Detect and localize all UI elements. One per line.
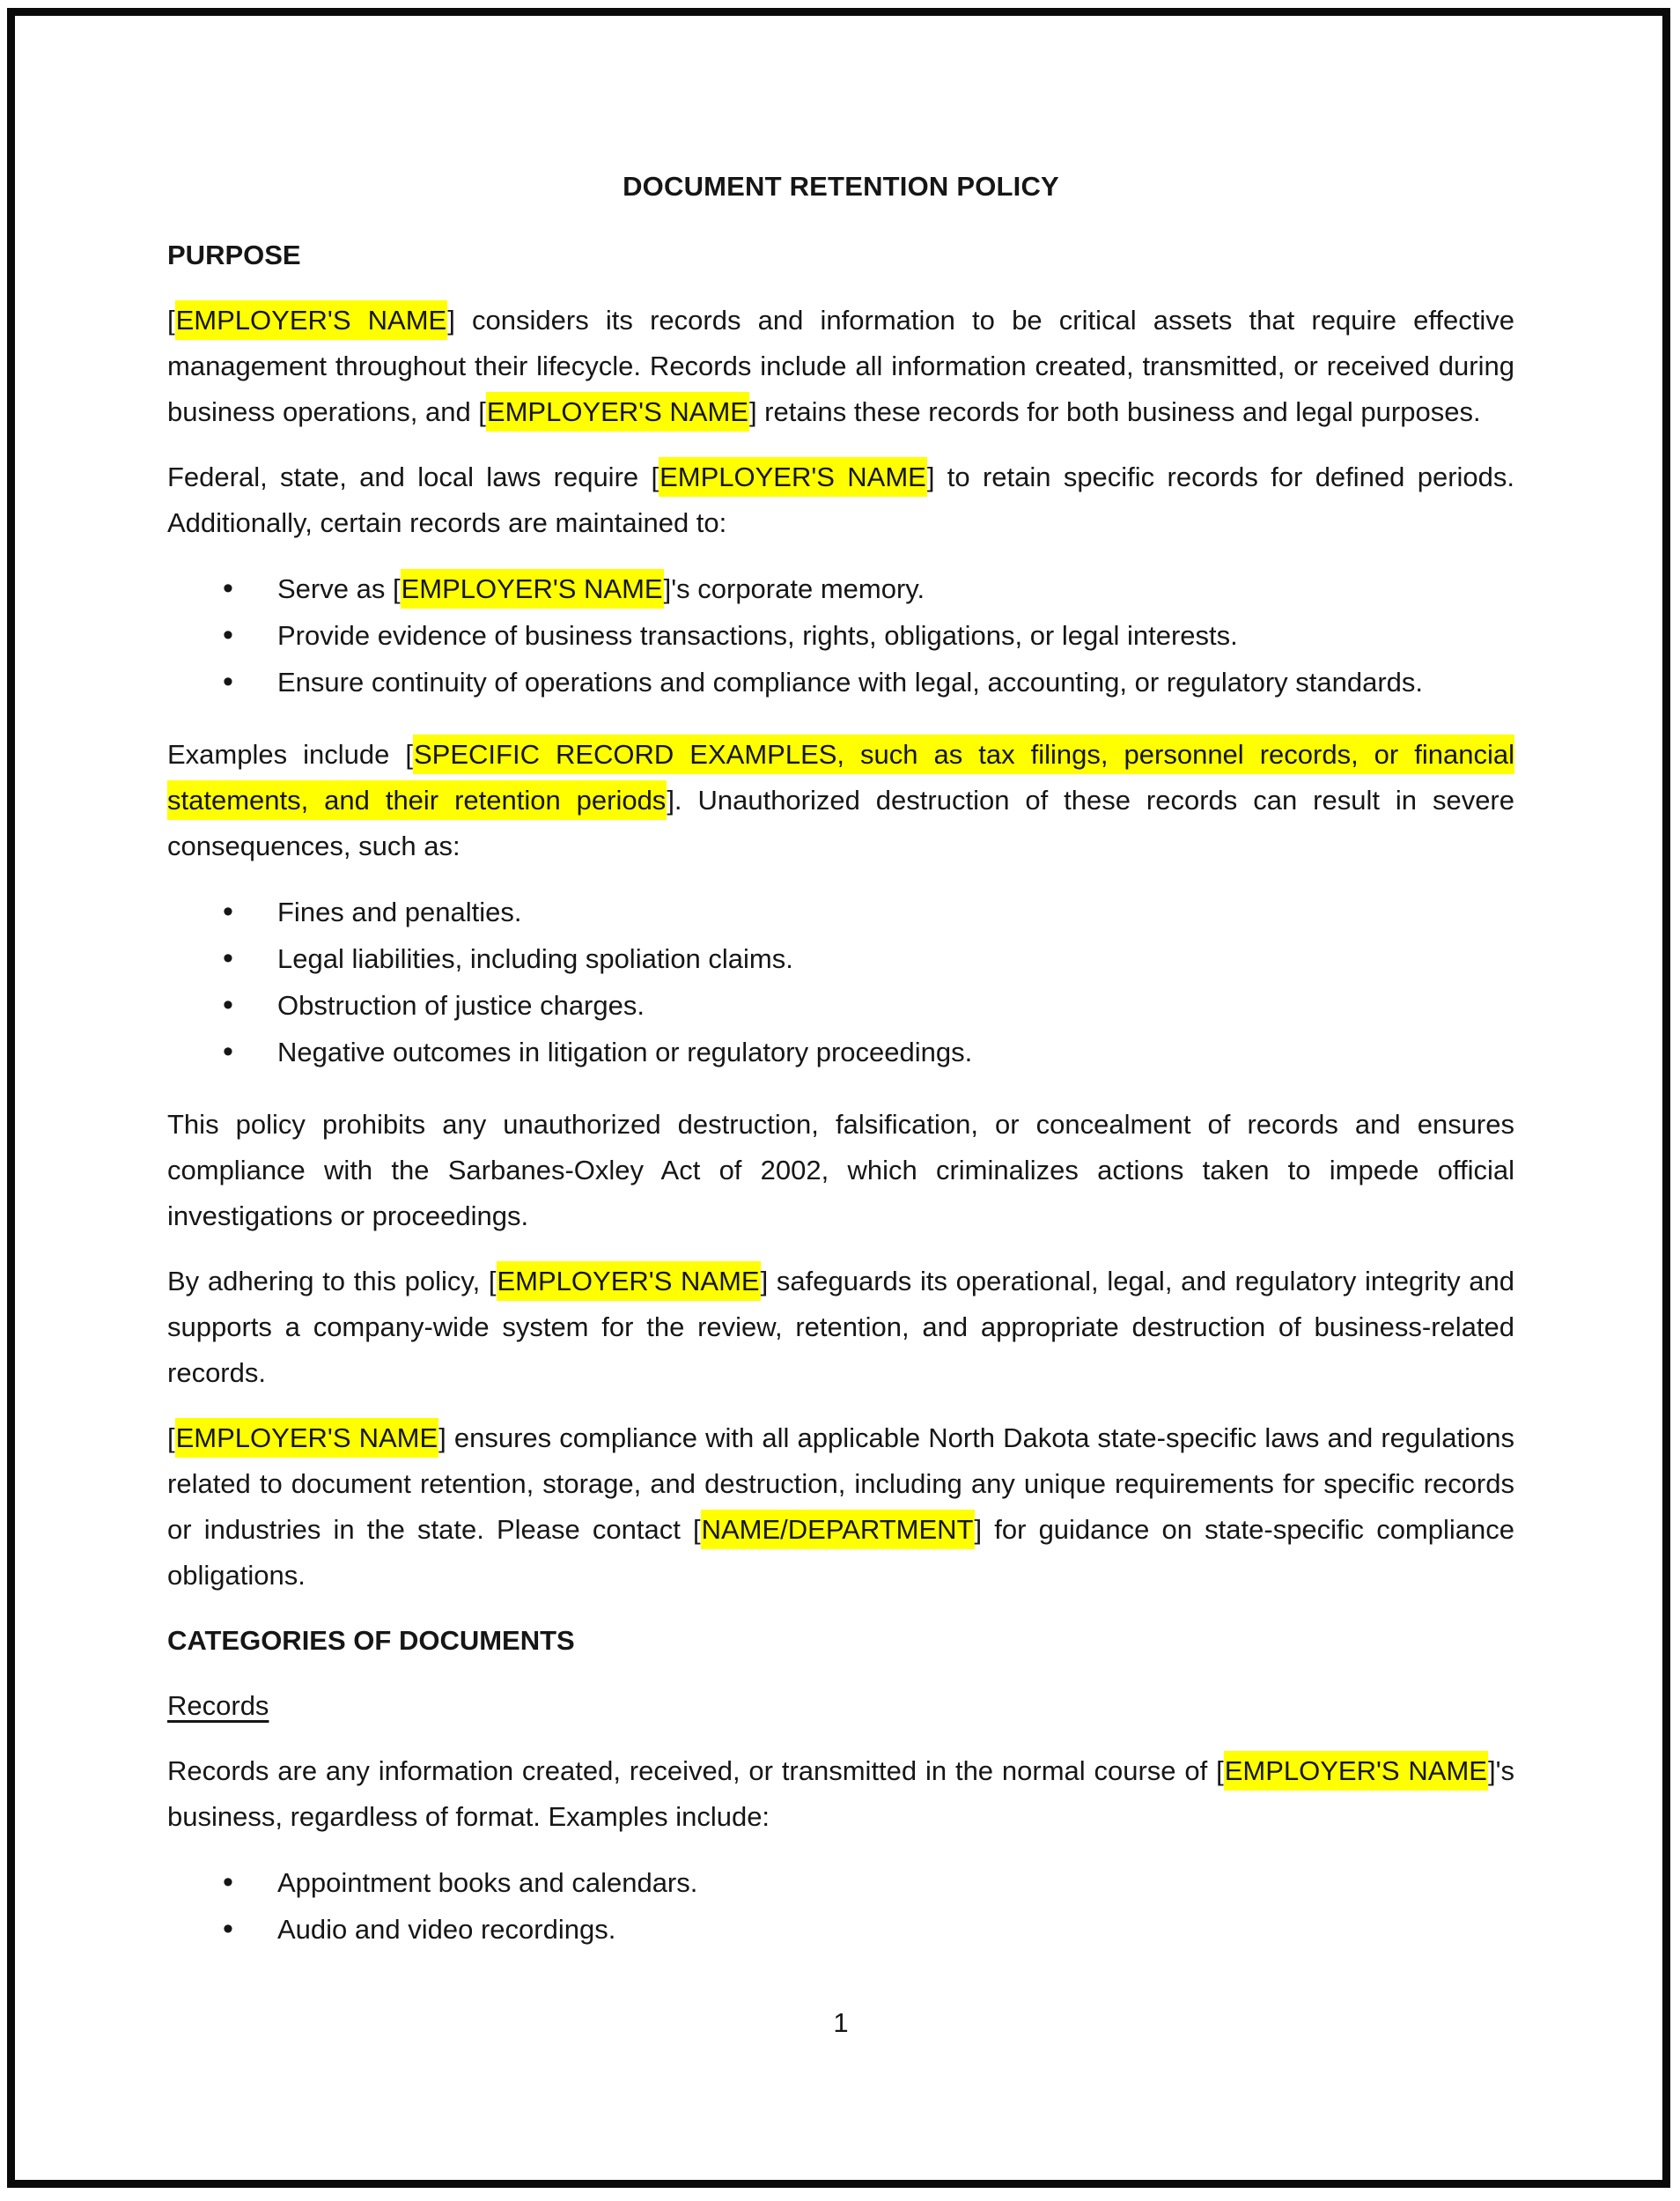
list-item bbox=[167, 982, 1514, 1029]
page-content bbox=[167, 164, 1514, 2046]
text-segment: By adhering to this policy, [ bbox=[167, 1266, 497, 1296]
list-item bbox=[167, 935, 1514, 982]
text-segment: Appointment books and calendars. bbox=[277, 1867, 698, 1898]
text-segment: Records are any information created, received, or transmitted in the normal course of [ bbox=[167, 1755, 1224, 1786]
paragraph-laws bbox=[167, 454, 1514, 546]
section-heading-categories: CATEGORIES OF DOCUMENTS bbox=[167, 1625, 575, 1656]
list-item bbox=[167, 659, 1514, 705]
subheading-records bbox=[167, 1683, 1514, 1729]
text-segment: ] safeguards its operational, legal, and regulatory integrity and supports a company-wide system for the review, retention, and appropriate destruction of business-related records. bbox=[167, 1266, 1514, 1388]
list-record-examples bbox=[167, 1859, 1514, 1953]
highlighted-placeholder: EMPLOYER'S NAME bbox=[175, 1418, 439, 1458]
text-segment: Fines and penalties. bbox=[277, 897, 522, 927]
text-segment: ] to retain specific records for defined periods. Additionally, certain records are maintained to: bbox=[167, 462, 1515, 538]
text-segment: ] ensures compliance with all applicable North Dakota state-specific laws and regulations related to document retention, storage, and destruction, including any unique requirements for specific records or industries in the state. Please contact [ bbox=[167, 1422, 1514, 1545]
page-number: 1 bbox=[833, 2007, 849, 2038]
text-segment: Obstruction of justice charges. bbox=[277, 990, 645, 1021]
text-segment: Ensure continuity of operations and compliance with legal, accounting, or regulatory standards. bbox=[277, 667, 1424, 698]
highlighted-placeholder: EMPLOYER'S NAME bbox=[659, 457, 927, 497]
text-segment: ]'s corporate memory. bbox=[663, 573, 925, 604]
highlighted-placeholder: EMPLOYER'S NAME bbox=[497, 1261, 761, 1301]
text-segment: Provide evidence of business transactions, rights, obligations, or legal interests. bbox=[277, 620, 1238, 651]
text-segment: ]'s business, regardless of format. Examples include: bbox=[167, 1755, 1514, 1832]
text-segment: Audio and video recordings. bbox=[277, 1914, 616, 1945]
text-segment: ] considers its records and information to be critical assets that require effective management throughout their lifecycle. Records include all information created, transmitted, or received during business operations, and [ bbox=[167, 305, 1514, 427]
text-segment: This policy prohibits any unauthorized destruction, falsification, or concealment of records and ensures compliance with the Sarbanes-Oxley Act of 2002, which criminalizes actions taken to impede official investigations or proceedings. bbox=[167, 1109, 1514, 1231]
list-item bbox=[167, 1906, 1514, 1953]
text-segment: Legal liabilities, including spoliation claims. bbox=[277, 943, 793, 974]
highlighted-placeholder: EMPLOYER'S NAME bbox=[175, 300, 448, 340]
paragraph-examples bbox=[167, 732, 1514, 869]
list-item bbox=[167, 612, 1514, 659]
list-item bbox=[167, 565, 1514, 612]
text-segment: ]. Unauthorized destruction of these records can result in severe consequences, such as: bbox=[167, 785, 1514, 861]
highlighted-placeholder: EMPLOYER'S NAME bbox=[401, 569, 664, 609]
text-segment: Federal, state, and local laws require [ bbox=[167, 462, 659, 492]
text-segment: [ bbox=[167, 305, 175, 336]
paragraph-prohibition bbox=[167, 1102, 1514, 1239]
text-segment: Serve as [ bbox=[277, 573, 401, 604]
highlighted-placeholder: EMPLOYER'S NAME bbox=[486, 392, 749, 432]
list-item bbox=[167, 1029, 1514, 1075]
paragraph-intro bbox=[167, 298, 1514, 435]
highlighted-placeholder: SPECIFIC RECORD EXAMPLES, such as tax filings, personnel records, or financial statements, and their retention periods bbox=[167, 735, 1514, 820]
text-segment: ] for guidance on state-specific compliance obligations. bbox=[167, 1514, 1514, 1591]
list-consequences bbox=[167, 889, 1514, 1075]
text-segment: [ bbox=[167, 1422, 175, 1453]
list-maintained-to bbox=[167, 565, 1514, 705]
highlighted-placeholder: EMPLOYER'S NAME bbox=[1224, 1751, 1488, 1791]
text-segment: Records bbox=[167, 1690, 269, 1721]
highlighted-placeholder: NAME/DEPARTMENT bbox=[701, 1510, 975, 1549]
list-item bbox=[167, 889, 1514, 935]
paragraph-records-definition bbox=[167, 1748, 1514, 1840]
text-segment: Negative outcomes in litigation or regulatory proceedings. bbox=[277, 1037, 973, 1067]
paragraph-adherence bbox=[167, 1259, 1514, 1396]
list-item bbox=[167, 1859, 1514, 1906]
paragraph-state-compliance bbox=[167, 1415, 1514, 1599]
document-title: DOCUMENT RETENTION POLICY bbox=[623, 171, 1059, 202]
text-segment: Examples include [ bbox=[167, 739, 413, 770]
section-heading-purpose: PURPOSE bbox=[167, 240, 301, 270]
text-segment: ] retains these records for both business and legal purposes. bbox=[748, 396, 1481, 427]
